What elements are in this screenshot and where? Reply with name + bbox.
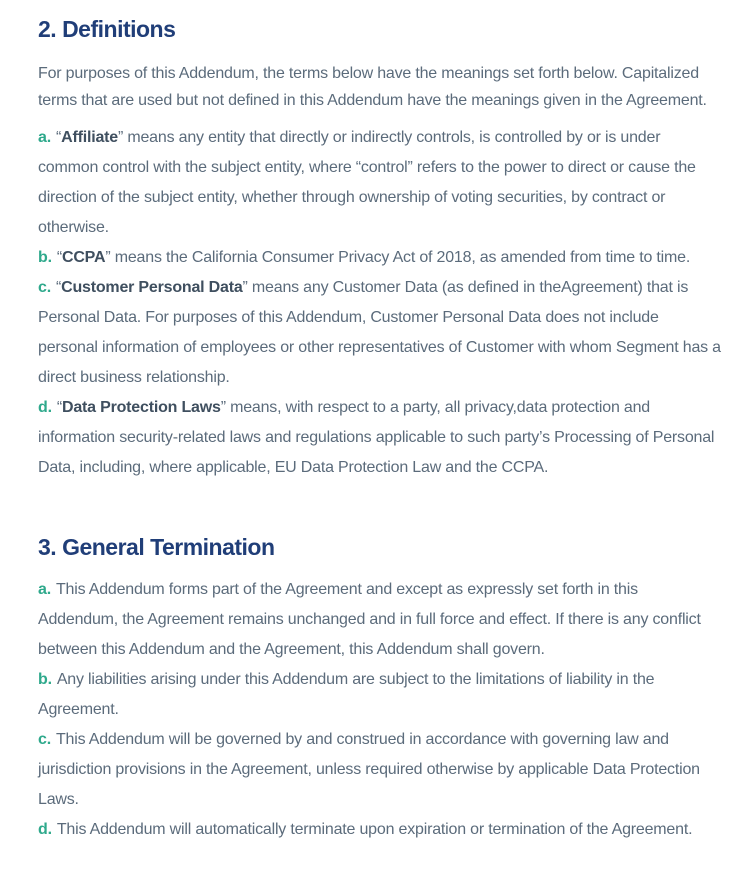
definition-item-data-protection-laws bbox=[38, 393, 721, 483]
item-marker: b. bbox=[38, 671, 52, 688]
item-text: means any Customer Data (as defined in theAgreement) that is Personal Data. For purposes of this Addendum, Customer Personal Data does not include personal information of employees or other representatives of Customer with whom Segment has a direct business relationship. bbox=[38, 279, 721, 386]
item-marker: a. bbox=[38, 129, 51, 146]
termination-item-c bbox=[38, 725, 721, 815]
item-text: This Addendum will be governed by and construed in accordance with governing law and jurisdiction provisions in the Agreement, unless required otherwise by applicable Data Protection Laws. bbox=[38, 731, 700, 808]
item-text: This Addendum forms part of the Agreement and except as expressly set forth in this Addendum, the Agreement remains unchanged and in full force and effect. If there is any conflict between this Addendum and the Agreement, this Addendum shall govern. bbox=[38, 581, 701, 658]
term-quote-close: ” bbox=[220, 399, 226, 416]
definition-item-customer-personal-data bbox=[38, 273, 721, 393]
item-marker: c. bbox=[38, 731, 51, 748]
term-quote-open: “ bbox=[55, 279, 62, 296]
termination-item-b bbox=[38, 665, 721, 725]
item-marker: a. bbox=[38, 581, 51, 598]
item-marker: d. bbox=[38, 399, 52, 416]
term-quote-close: ” bbox=[242, 279, 248, 296]
definition-term: CCPA bbox=[61, 249, 106, 266]
termination-item-a bbox=[38, 575, 721, 665]
item-text: means, with respect to a party, all privacy,data protection and information security-related laws and regulations applicable to such party’s Processing of Personal Data, including, where applicable, EU Data Protection Law and the CCPA. bbox=[38, 399, 715, 476]
term-quote-open: “ bbox=[55, 129, 62, 146]
term-quote-close: ” bbox=[105, 249, 111, 266]
item-text: means the California Consumer Privacy Act of 2018, as amended from time to time. bbox=[110, 249, 691, 266]
section-heading-general-termination: 3. General Termination bbox=[38, 534, 275, 560]
definition-item-affiliate bbox=[38, 123, 721, 243]
section-heading-definitions: 2. Definitions bbox=[38, 16, 176, 42]
item-marker: b. bbox=[38, 249, 52, 266]
item-text: Any liabilities arising under this Addendum are subject to the limitations of liability in the Agreement. bbox=[38, 671, 655, 718]
section-definitions bbox=[38, 14, 721, 483]
term-quote-open: “ bbox=[56, 399, 62, 416]
definition-term: Data Protection Laws bbox=[61, 399, 221, 416]
item-text: means any entity that directly or indirectly controls, is controlled by or is under common control with the subject entity, where “control” refers to the power to direct or cause the direction of the subject entity, whether through ownership of voting securities, by contract or otherwise. bbox=[38, 129, 696, 236]
item-text: This Addendum will automatically terminate upon expiration or termination of the Agreement. bbox=[56, 821, 693, 838]
item-marker: c. bbox=[38, 279, 51, 296]
term-quote-open: “ bbox=[56, 249, 62, 266]
term-quote-close: ” bbox=[117, 129, 124, 146]
definition-term: Customer Personal Data bbox=[61, 279, 243, 296]
intro-paragraph: For purposes of this Addendum, the terms below have the meanings set forth below. Capitalized terms that are used but not defined in this Addendum have the meanings given in the Agreement. bbox=[38, 65, 707, 109]
section-general-termination bbox=[38, 532, 721, 845]
definition-item-ccpa bbox=[38, 243, 721, 273]
definition-term: Affiliate bbox=[61, 129, 118, 146]
termination-item-d bbox=[38, 815, 721, 845]
item-marker: d. bbox=[38, 821, 52, 838]
